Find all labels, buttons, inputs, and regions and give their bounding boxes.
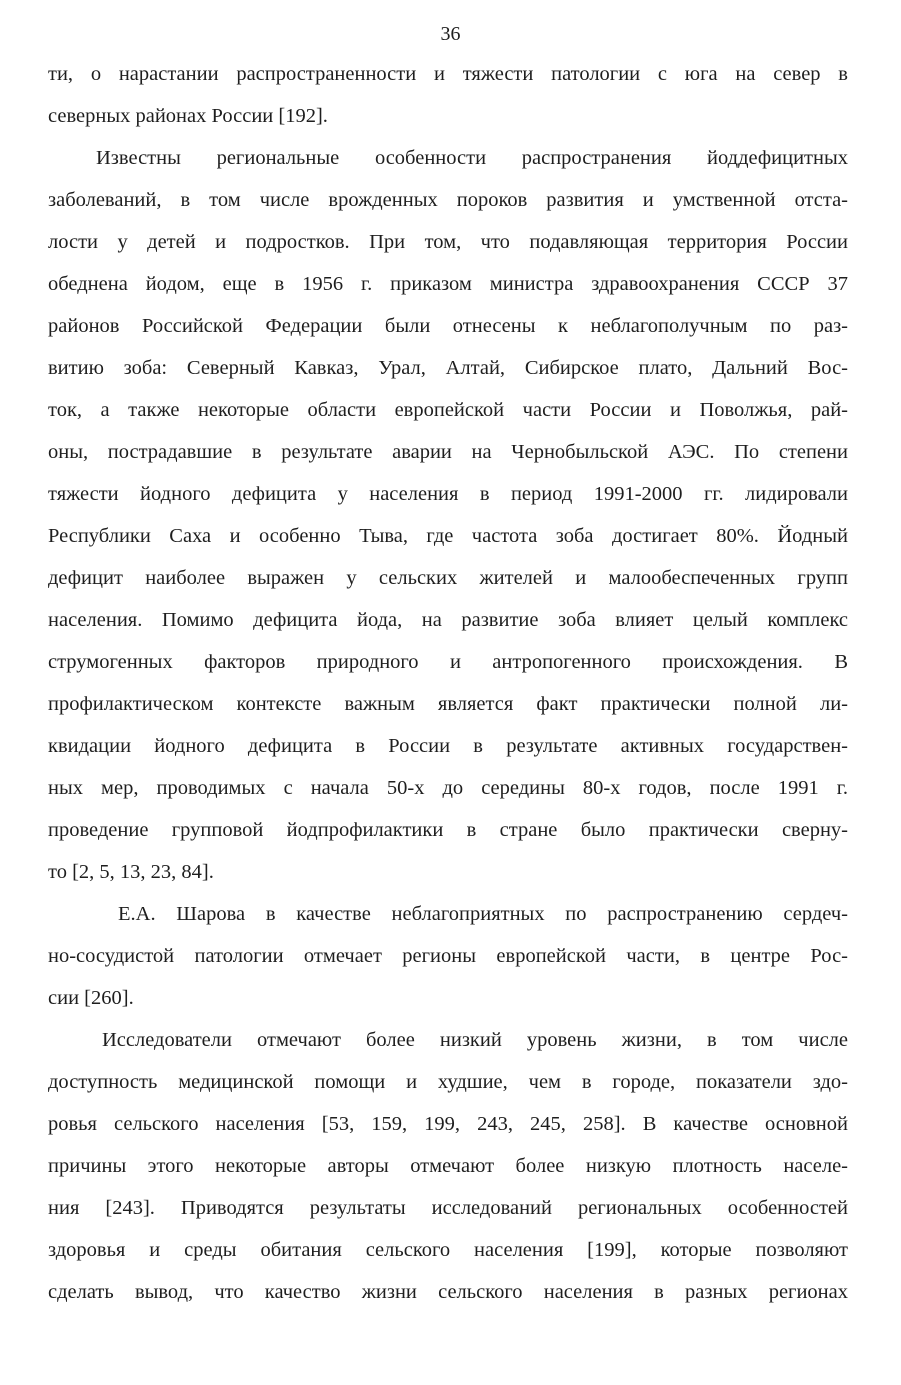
text-line: районов Российской Федерации были отнесены к неблагополучным по раз- [48,315,848,337]
text-line: северных районах России [192]. [48,105,328,127]
text-line: причины этого некоторые авторы отмечают более низкую плотность населе- [48,1155,848,1177]
text-line: заболеваний, в том числе врожденных пороков развития и умственной отста- [48,189,848,211]
page-number: 36 [440,23,461,45]
text-line: квидации йодного дефицита в России в результате активных государствен- [48,735,848,757]
text-line: населения. Помимо дефицита йода, на развитие зоба влияет целый комплекс [48,609,848,631]
text-line: то [2, 5, 13, 23, 84]. [48,861,214,883]
text-line: дефицит наиболее выражен у сельских жителей и малообеспеченных групп [48,567,848,589]
text-line: профилактическом контексте важным является факт практически полной ли- [48,693,848,715]
text-line: оны, пострадавшие в результате аварии на Чернобыльской АЭС. По степени [48,441,848,463]
text-line: доступность медицинской помощи и худшие, чем в городе, показатели здо- [48,1071,848,1093]
text-line: лости у детей и подростков. При том, что подавляющая территория России [48,231,848,253]
text-line: ния [243]. Приводятся результаты исследований региональных особенностей [48,1197,848,1219]
paragraph-first-line: Известны региональные особенности распространения йоддефицитных [96,147,848,169]
text-line: проведение групповой йодпрофилактики в стране было практически сверну- [48,819,848,841]
text-line: но-сосудистой патологии отмечает регионы европейской части, в центре Рос- [48,945,848,967]
text-line: ток, а также некоторые области европейской части России и Поволжья, рай- [48,399,848,421]
text-line: сделать вывод, что качество жизни сельского населения в разных регионах [48,1281,848,1303]
text-line: сии [260]. [48,987,134,1009]
text-line: ти, о нарастании распространенности и тяжести патологии с юга на север в [48,63,848,85]
text-line: обеднена йодом, еще в 1956 г. приказом министра здравоохранения СССР 37 [48,273,848,295]
paragraph-first-line: Исследователи отмечают более низкий уровень жизни, в том числе [102,1029,848,1051]
text-line: здоровья и среды обитания сельского населения [199], которые позволяют [48,1239,848,1261]
text-line: ровья сельского населения [53, 159, 199, 243, 245, 258]. В качестве основной [48,1113,848,1135]
text-line: витию зоба: Северный Кавказ, Урал, Алтай, Сибирское плато, Дальний Вос- [48,357,848,379]
text-line: ных мер, проводимых с начала 50-х до середины 80-х годов, после 1991 г. [48,777,848,799]
paragraph-first-line: Е.А. Шарова в качестве неблагоприятных по распространению сердеч- [118,903,848,925]
text-line: Республики Саха и особенно Тыва, где частота зоба достигает 80%. Йодный [48,525,848,547]
text-line: тяжести йодного дефицита у населения в период 1991-2000 гг. лидировали [48,483,848,505]
text-line: струмогенных факторов природного и антропогенного происхождения. В [48,651,848,673]
